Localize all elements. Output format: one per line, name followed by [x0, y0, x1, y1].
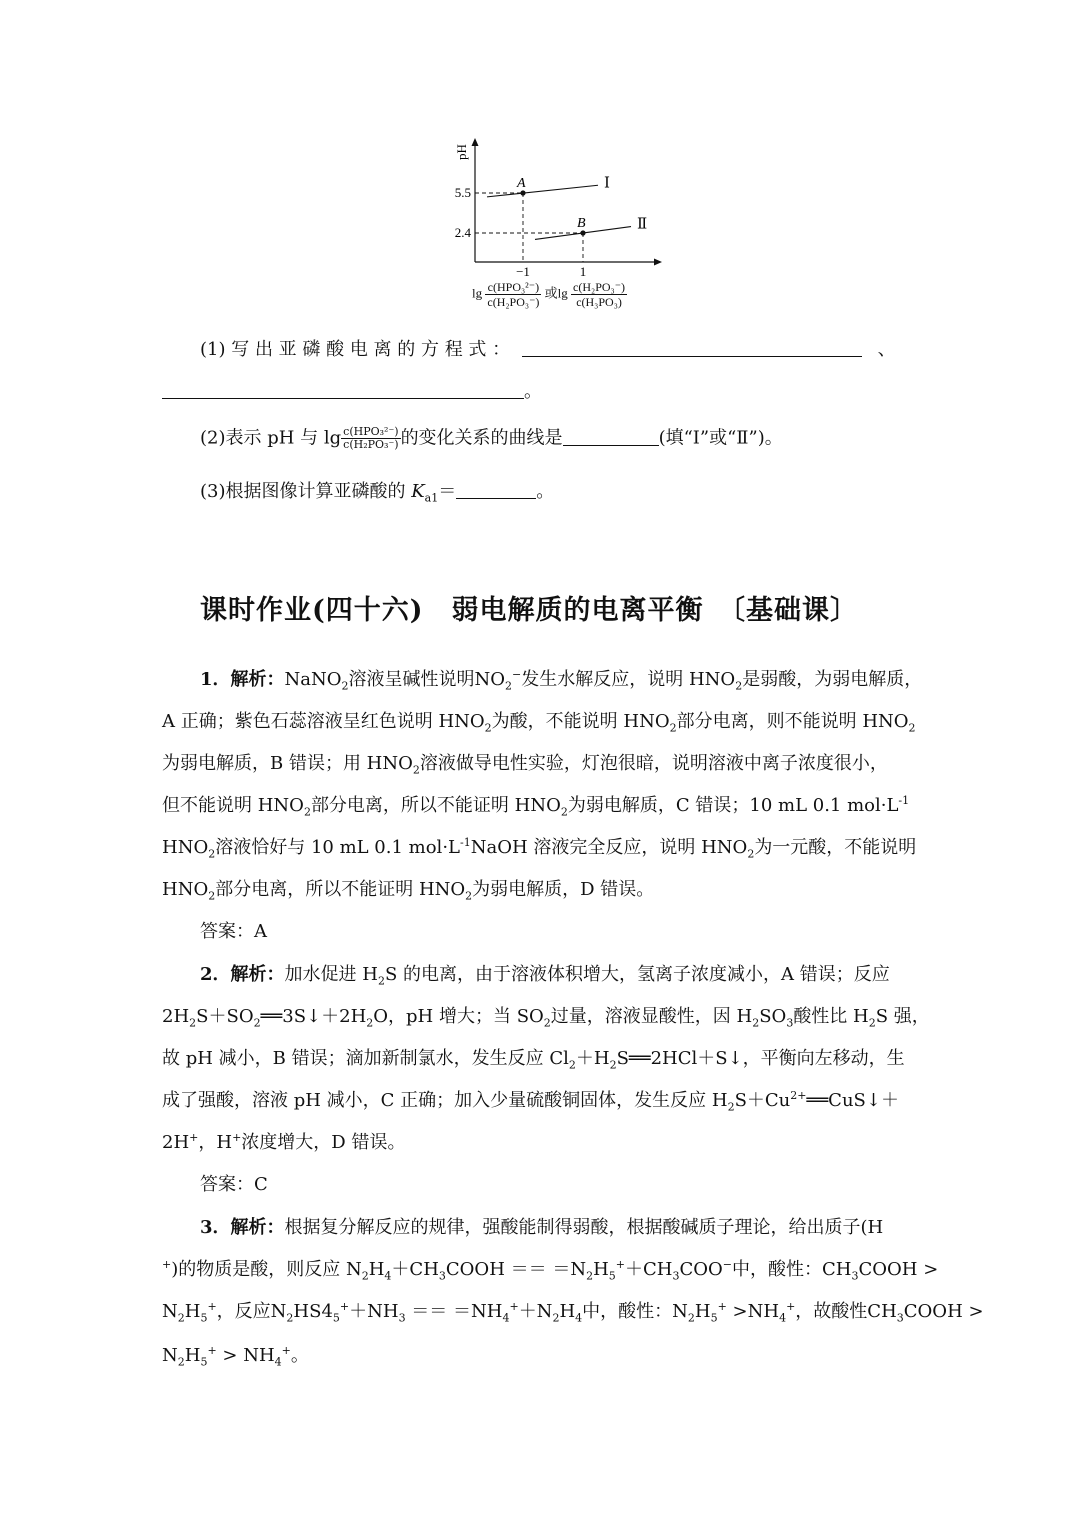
q1-text: (1) 写 出 亚 磷 酸 电 离 的 方 程 式 ： — [200, 339, 511, 360]
s2-answer: 答案：C — [200, 1174, 268, 1195]
q3-pre: (3)根据图像计算亚磷酸的 — [200, 481, 412, 502]
s3-line-4: $N_2H_5^+ > NH_4^+$。 — [162, 1344, 309, 1369]
series-label-1: Ⅰ — [604, 175, 610, 192]
s2-line-4: 成了强酸，溶液 pH 减小，C 正确；加入少量硫酸铜固体，发生反应 $H_2S+Cu^{2+}══CuS↓+$ — [162, 1089, 899, 1114]
x-label-mid: 或lg — [544, 285, 568, 301]
q2-post: 的变化关系的曲线是 — [400, 427, 563, 449]
s3-label: 3．解析： — [200, 1217, 285, 1238]
y-tick-label: 2.4 — [454, 224, 471, 240]
q1-sep: 、 — [877, 339, 896, 360]
x-frac2-den: c(H₃PO₃) — [576, 295, 622, 309]
point-A — [520, 190, 525, 195]
x-frac1-num: c(HPO₃²⁻) — [485, 280, 541, 295]
q2-frac-den: c(H₂PO₃⁻) — [343, 438, 399, 451]
q2-frac-num: c(HPO₃²⁻) — [343, 425, 399, 438]
x-frac1-den: c(H₂PO₃⁻) — [487, 295, 540, 309]
s1-line-5: $HNO_2$溶液恰好与 10 mL 0.1 $mol\cdot L^{-1}NaOH$ 溶液完全反应，说明 $HNO_2$为一元酸，不能说明 — [162, 836, 917, 861]
q3-eq: ＝ — [438, 481, 457, 502]
series-label-2: Ⅱ — [637, 216, 648, 233]
s1-line-3: 为弱电解质，B 错误；用 $HNO_2$溶液做导电性实验，灯泡很暗，说明溶液中离子浓度很小， — [162, 753, 888, 777]
s2-line-1: 2．解析：加水促进 $H_2S$ 的电离，由于溶液体积增大，氢离子浓度减小，A 错误；反应 — [200, 964, 890, 988]
q1-end: 。 — [524, 381, 542, 402]
x-label-frac1 — [485, 280, 541, 309]
q3-ksub: a1 — [424, 491, 439, 505]
point-B — [580, 230, 585, 235]
point-label-A: A — [517, 176, 526, 191]
s1-line-1: 1．解析：NaNO$_2$溶液呈碱性说明$NO_2^-$发生水解反应，说明 $HNO_2$是弱酸，为弱电解质， — [200, 668, 923, 693]
q2-frac — [341, 426, 400, 451]
s1-answer: 答案：A — [200, 921, 267, 942]
s2-line-2: $2H_2S+SO_2══3S↓+2H_2O$，pH 增大；当 $SO_2$过量，溶液显酸性，因 $H_2SO_3$酸性比 $H_2S$ 强， — [162, 1006, 930, 1030]
question-3 — [200, 480, 554, 504]
s2-line-3: 故 pH 减小，B 错误；滴加新制氯水，发生反应 $Cl_2+H_2S══2HCl+S↓$，平衡向左移动，生 — [162, 1048, 905, 1072]
point-label-B: B — [577, 215, 586, 231]
x-label-prefix: lg — [472, 285, 483, 301]
y-axis-label: pH — [454, 144, 469, 160]
s1-line-4: 但不能说明 $HNO_2$部分电离，所以不能证明 $HNO_2$为弱电解质，C 错误；10 mL 0.1 $mol\cdot L^{-1}$ — [162, 794, 910, 819]
question-1-cont — [162, 380, 542, 404]
q3-blank[interactable] — [456, 480, 536, 499]
guide-lines — [475, 193, 583, 262]
s3-line-1: 3．解析：根据复分解反应的规律，强酸能制得弱酸，根据酸碱质子理论，给出质子(H — [200, 1217, 884, 1238]
graph-axes — [472, 138, 663, 266]
y-tick-label: 5.5 — [454, 185, 471, 200]
s1-line-2: A 正确；紫色石蕊溶液呈红色说明 $HNO_2$为酸，不能说明 $HNO_2$部分电离，则不能说明 $HNO_2$ — [162, 711, 916, 735]
question-2 — [200, 426, 783, 451]
series-lines — [487, 175, 647, 239]
q1-blank-1[interactable] — [522, 338, 862, 357]
s2-label: 2．解析： — [200, 964, 285, 985]
q1-blank-2[interactable] — [162, 380, 524, 399]
s3-line-3: $N_2H_5^+$，反应$N_2HS4_5^++NH_3 == =NH_4^++N_2H_4$中，酸性：$N_2H_5^+ >NH_4^+$，故酸性$CH_3COOH$ > — [162, 1300, 984, 1325]
s2-line-5: 2H+，H+浓度增大，D 错误。 — [162, 1131, 406, 1153]
q2-tail: (填“Ⅰ”或“Ⅱ”)。 — [658, 427, 783, 449]
section-title: 课时作业(四十六) 弱电解质的电离平衡 〔基础课〕 — [200, 595, 859, 626]
question-1 — [200, 338, 896, 362]
s1-line-6: $HNO_2$部分电离，所以不能证明 $HNO_2$为弱电解质，D 错误。 — [162, 879, 655, 903]
x-tick-label: −1 — [516, 264, 530, 279]
q2-blank[interactable] — [563, 427, 659, 446]
x-axis-label — [472, 280, 627, 309]
x-label-frac2 — [571, 280, 627, 309]
series-line-1 — [487, 185, 598, 197]
q3-k: K — [411, 481, 425, 502]
x-frac2-num: c(H₂PO₃⁻) — [573, 280, 626, 294]
s1-label: 1．解析： — [200, 669, 285, 690]
q3-end: 。 — [536, 481, 555, 502]
s3-line-2: +)的物质是酸，则反应 $N_2H_4+CH_3COOH == =N_2H_5^++CH_3COO^-$中，酸性：$CH_3COOH$ > — [162, 1258, 939, 1283]
x-tick-label: 1 — [579, 264, 587, 279]
q2-pre: (2)表示 pH 与 lg — [200, 427, 342, 449]
